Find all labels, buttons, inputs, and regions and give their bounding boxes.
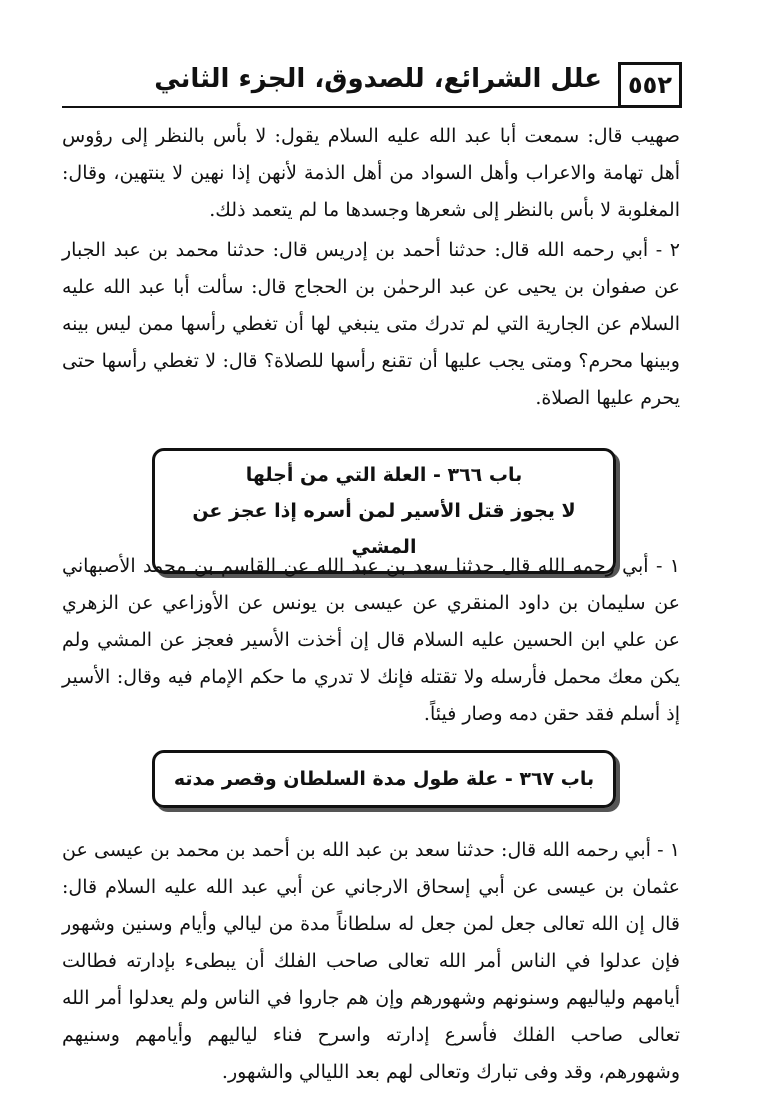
header-rule [62, 106, 682, 108]
running-title: علل الشرائع، للصدوق، الجزء الثاني [154, 64, 602, 94]
paragraph-chapter-367-hadith-1: ١ - أبي رحمه الله قال: حدثنا سعد بن عبد الله بن أحمد بن محمد بن عيسى عن عثمان بن عيسى عن أبي إسحاق الارجاني عن أبي عبد الله عليه السلام قال: قال إن الله تعالى جعل لمن جعل له سلطاناً مدة من ليالي وأيام وسنين وشهور فإن عدلوا في الناس أمر الله تعالى صاحب الفلك أن يبطىء بإدارته فطالت أيامهم ولياليهم وسنونهم وشهورهم وإن هم جاروا في الناس ولم يعدلوا أمر الله تعالى صاحب الفلك فأسرع إدارته واسرح فناء لياليهم وأيامهم وسنيهم وشهورهم، وقد وفى تبارك وتعالى لهم بعد الليالي والشهور. [62, 839, 680, 1083]
page-number: ٥٥٢ [618, 62, 682, 108]
chapter-heading-367 [152, 750, 616, 808]
chapter-366-line-1: باب ٣٦٦ - العلة التي من أجلها [245, 464, 523, 486]
paragraph-hadith-2: ٢ - أبي رحمه الله قال: حدثنا أحمد بن إدريس قال: حدثنا محمد بن عبد الجبار عن صفوان بن يحيى عن عبد الرحمٰن بن الحجاج قال: سألت أبا عبد الله عليه السلام عن الجارية التي لم تدرك متى ينبغي لها أن تغطي رأسها ممن ليس بينه وبينها محرم؟ ومتى يجب عليها أن تقنع رأسها للصلاة؟ قال: لا تغطي رأسها حتى يحرم عليها الصلاة. [62, 239, 680, 409]
chapter-366-line-2: لا يجوز قتل الأسير لمن أسره إذا عجز عن المشي [192, 500, 576, 558]
paragraph-chapter-366-hadith-1: ١ - أبي رحمه الله قال حدثنا سعد بن عبد الله عن القاسم بن محمد الأصبهاني عن سليمان بن داود المنقري عن عيسى بن يونس عن الأوزاعي عن الزهري عن علي ابن الحسين عليه السلام قال إن أخذت الأسير فعجز عن المشي ولم يكن معك محمل فأرسله ولا تقتله فإنك لا تدري ما حكم الإمام فيه وقال: الأسير إذ أسلم فقد حقن دمه وصار فيئاً. [62, 555, 680, 725]
page-header [62, 62, 682, 108]
paragraph-continuation: صهيب قال: سمعت أبا عبد الله عليه السلام يقول: لا بأس بالنظر إلى رؤوس أهل تهامة والاعراب وأهل السواد من أهل الذمة لأنهن إذا نهين لا ينتهين، وقال: المغلوبة لا بأس بالنظر إلى شعرها وجسدها ما لم يتعمد ذلك. [62, 125, 680, 221]
chapter-367-line-1: باب ٣٦٧ - علة طول مدة السلطان وقصر مدته [173, 768, 595, 790]
